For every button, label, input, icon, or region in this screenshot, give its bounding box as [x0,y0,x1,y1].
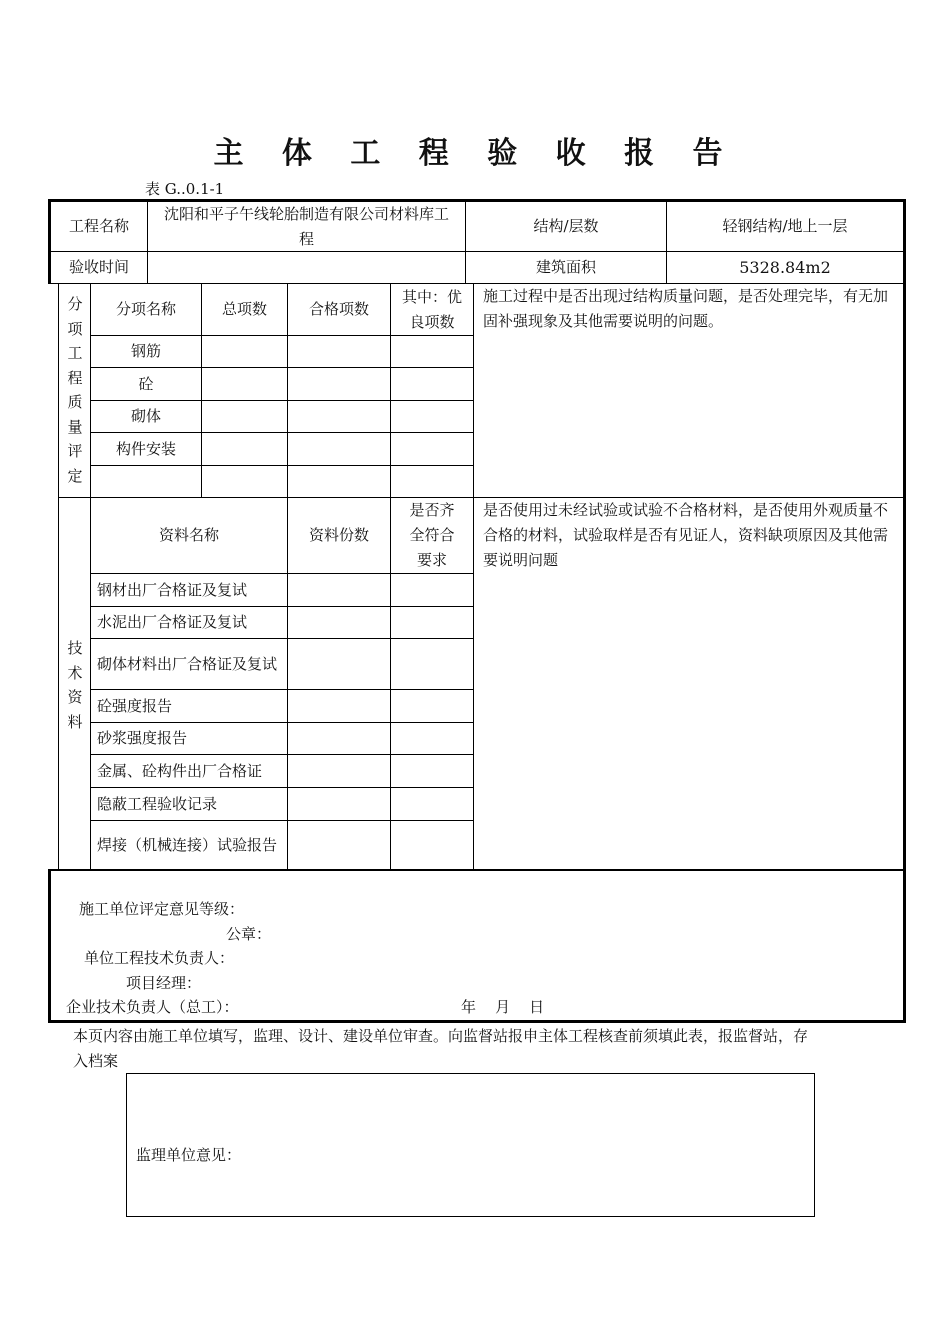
tech-row: 砼强度报告 [97,696,173,715]
footer-note: 本页内容由施工单位填写，监理、设计、建设单位审查。向监督站报申主体工程核查前须填此表，报监督站，存入档案 [73,1027,809,1070]
date-label: 年 月 日 [461,998,545,1016]
project-name-label: 工程名称 [68,217,129,235]
area-value: 5328.84m2 [739,258,831,277]
tech-note: 是否使用过未经试验或试验不合格材料，是否使用外观质量不合格的材料，试验取样是否有见证人，资料缺项原因及其他需要说明问题 [483,501,889,569]
quality-col-total: 总项数 [221,300,267,318]
tech-col-name: 资料名称 [158,526,219,544]
structure-value: 轻钢结构/地上一层 [722,217,848,235]
tech-row: 焊接（机械连接）试验报告 [97,835,278,854]
tech-side-label: 技术资料 [67,639,83,731]
quality-row-concrete: 砼 [138,374,154,393]
structure-label: 结构/层数 [533,217,599,235]
quality-row-component: 构件安装 [115,439,176,458]
tech-row: 隐蔽工程验收记录 [97,794,218,813]
supervision-label: 监理单位意见： [136,1146,242,1164]
page-title: 主 体 工 程 验 收 报 告 [213,136,737,171]
quality-side-label: 分项工程质量评定 [67,295,83,485]
quality-row-rebar: 钢筋 [130,342,161,360]
quality-col-name: 分项名称 [115,300,176,318]
acceptance-time-label: 验收时间 [68,258,129,276]
tech-row: 砌体材料出厂合格证及复试 [97,654,278,673]
tech-row: 砂浆强度报告 [97,729,188,747]
chief-engineer-label: 企业技术负责人（总工）： [66,998,239,1016]
project-name-value: 沈阳和平子午线轮胎制造有限公司材料库工程 [163,204,449,248]
tech-row: 金属、砼构件出厂合格证 [97,761,263,780]
tech-lead-label: 单位工程技术负责人： [84,949,235,967]
seal-label: 公章： [226,925,272,943]
area-label: 建筑面积 [535,258,596,276]
form-number: 表 G..0.1-1 [145,180,225,198]
quality-row-blank [91,466,201,497]
project-manager-label: 项目经理： [126,974,202,992]
quality-col-excellent: 其中：优良项数 [401,287,462,331]
quality-note: 施工过程中是否出现过结构质量问题，是否处理完毕，有无加固补强现象及其他需要说明的问题。 [483,287,889,330]
tech-col-complete: 是否齐全符合要求 [409,501,455,569]
tech-row: 钢材出厂合格证及复试 [97,580,248,599]
grade-label: 施工单位评定意见等级： [79,900,245,918]
acceptance-time-value [148,252,465,283]
tech-col-copies: 资料份数 [308,526,369,544]
quality-row-masonry: 砌体 [130,407,161,425]
quality-col-passed: 合格项数 [308,300,369,318]
tech-row: 水泥出厂合格证及复试 [97,613,248,631]
